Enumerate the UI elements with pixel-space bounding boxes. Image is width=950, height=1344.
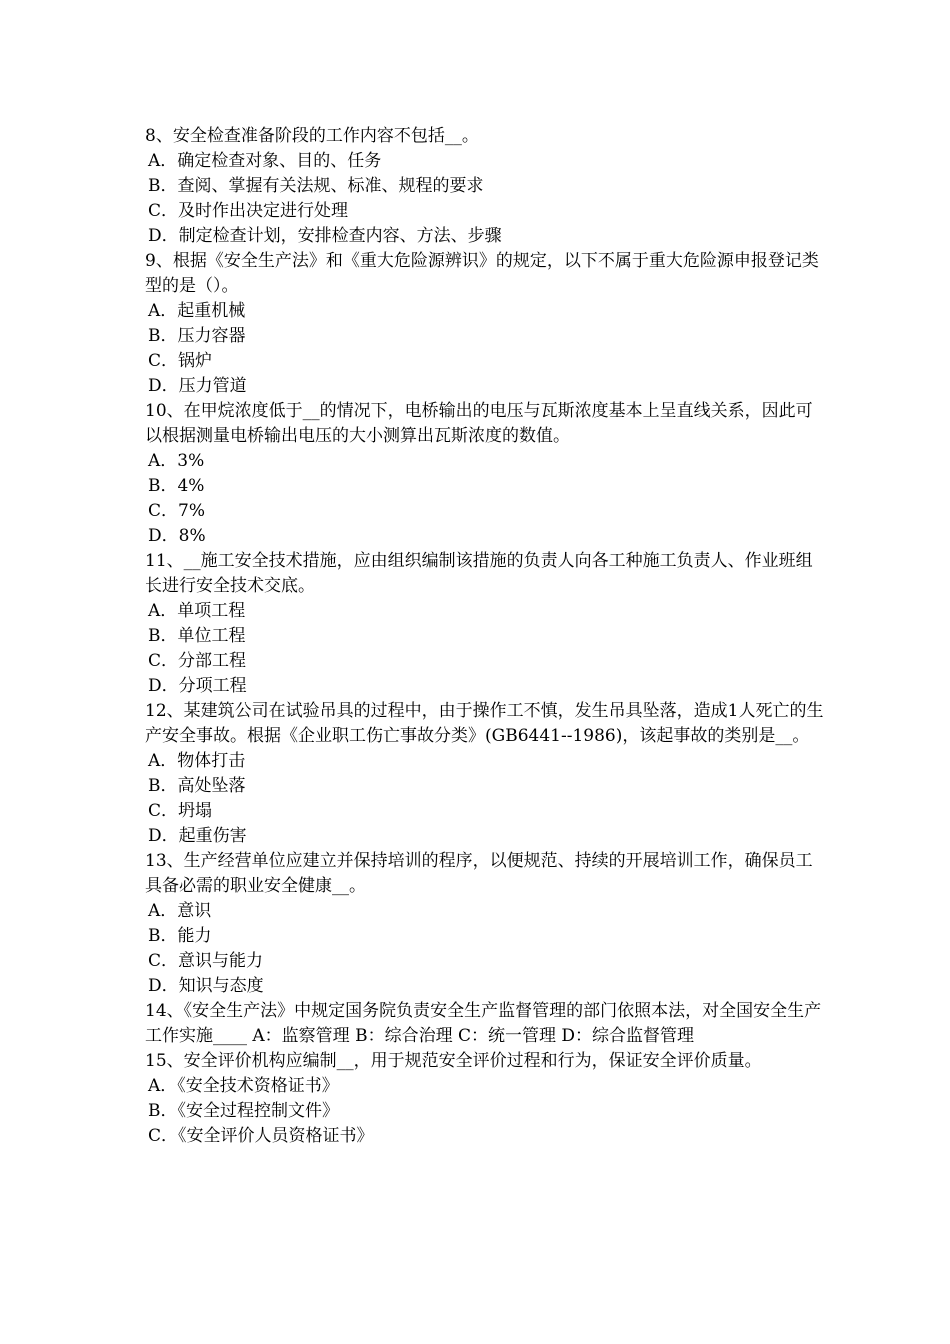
question-stem: 9、根据《安全生产法》和《重大危险源辨识》的规定，以下不属于重大危险源申报登记类型的是（）。 (145, 251, 819, 296)
option-c: C．及时作出决定进行处理 (148, 201, 349, 221)
question-stem: 12、某建筑公司在试验吊具的过程中，由于操作工不慎，发生吊具坠落，造成1人死亡的生产安全事故。根据《企业职工伤亡事故分类》(GB6441--1986)，该起事故的类别是__。 (145, 701, 824, 746)
question-stem: 15、安全评价机构应编制__，用于规范安全评价过程和行为，保证安全评价质量。 (145, 1051, 762, 1071)
question-14 (145, 999, 825, 1049)
option-d: D．8% (148, 526, 206, 546)
option-a: A．确定检查对象、目的、任务 (148, 151, 382, 171)
option-a: A．物体打击 (148, 751, 246, 771)
option-d: D．分项工程 (148, 676, 247, 696)
option-a: A．3% (148, 451, 205, 471)
option-d: D．制定检查计划，安排检查内容、方法、步骤 (148, 226, 502, 246)
question-stem: 8、安全检查准备阶段的工作内容不包括__。 (145, 126, 479, 146)
question-10 (145, 399, 825, 549)
option-c: C．7% (148, 501, 205, 521)
question-9 (145, 249, 825, 399)
question-stem: 13、生产经营单位应建立并保持培训的程序，以便规范、持续的开展培训工作，确保员工具备必需的职业安全健康__。 (145, 851, 813, 896)
option-b: B．查阅、掌握有关法规、标准、规程的要求 (148, 176, 484, 196)
question-11 (145, 549, 825, 699)
question-12 (145, 699, 825, 849)
option-d: D．起重伤害 (148, 826, 247, 846)
option-c: C．分部工程 (148, 651, 247, 671)
option-c: C．意识与能力 (148, 951, 264, 971)
question-stem: 14、《安全生产法》中规定国务院负责安全生产监督管理的部门依照本法，对全国安全生产工作实施____ A：监察管理 B：综合治理 C：统一管理 D：综合监督管理 (145, 1001, 822, 1046)
option-a: A．意识 (148, 901, 212, 921)
question-stem: 10、在甲烷浓度低于__的情况下，电桥输出的电压与瓦斯浓度基本上呈直线关系，因此可以根据测量电桥输出电压的大小测算出瓦斯浓度的数值。 (145, 401, 813, 446)
option-a: A．《安全技术资格证书》 (148, 1076, 339, 1096)
option-b: B．《安全过程控制文件》 (148, 1101, 339, 1121)
option-a: A．起重机械 (148, 301, 246, 321)
option-b: B．高处坠落 (148, 776, 246, 796)
option-b: B．4% (148, 476, 205, 496)
option-c: C．锅炉 (148, 351, 213, 371)
question-13 (145, 849, 825, 999)
option-b: B．能力 (148, 926, 212, 946)
option-a: A．单项工程 (148, 601, 246, 621)
option-c: C．《安全评价人员资格证书》 (148, 1126, 374, 1146)
question-8 (145, 124, 825, 249)
option-c: C．坍塌 (148, 801, 213, 821)
option-d: D．知识与态度 (148, 976, 264, 996)
question-list (145, 124, 825, 1149)
question-stem: 11、__施工安全技术措施，应由组织编制该措施的负责人向各工种施工负责人、作业班组长进行安全技术交底。 (145, 551, 813, 596)
option-b: B．压力容器 (148, 326, 246, 346)
question-15 (145, 1049, 825, 1149)
option-d: D．压力管道 (148, 376, 247, 396)
option-b: B．单位工程 (148, 626, 246, 646)
